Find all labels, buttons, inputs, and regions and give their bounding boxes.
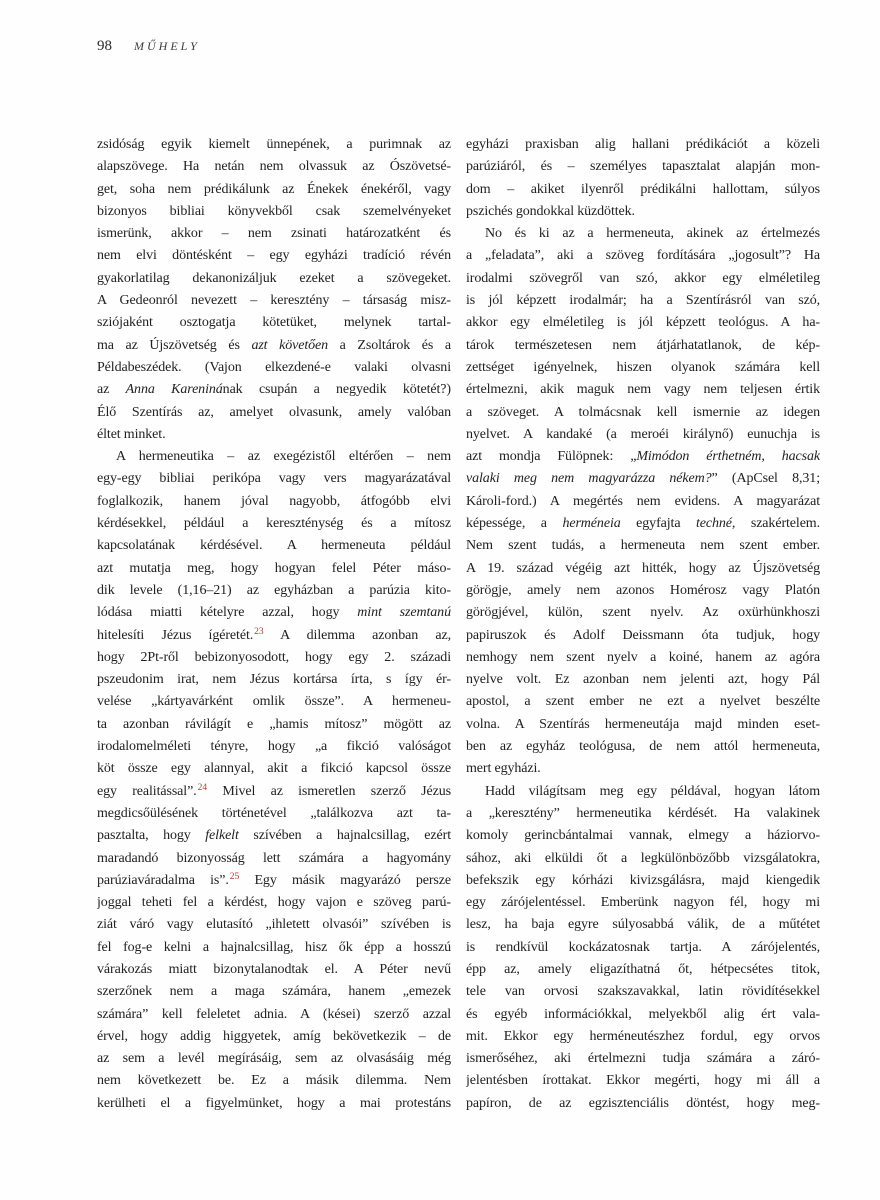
text-line: tele van orvosi szakszavakkal, latin rövidítésekkel bbox=[466, 984, 820, 1000]
text-columns bbox=[97, 134, 820, 1115]
text-line: éltet minket. bbox=[97, 426, 166, 442]
text-line: nyelve volt. Ez azonban nem jelenti azt, hogy Pál bbox=[466, 672, 820, 688]
journal-title: MŰHELY bbox=[134, 39, 200, 53]
text-line: várakozás miatt bizonytalanodtak el. A Péter nevű bbox=[97, 961, 451, 977]
text-line: komoly gerincbántalmai vannak, elmegy a háziorvo- bbox=[466, 828, 820, 844]
text-line: dom – akiket ilyenről prédikálni hallottam, súlyos bbox=[466, 181, 820, 197]
text-line: A hermeneutika – az exegézistől eltérően – nem bbox=[116, 449, 451, 465]
text-line: papiruszok és Adolf Deissmann óta tudjuk, hogy bbox=[466, 627, 820, 643]
italic-text: mint szemtanú bbox=[357, 605, 451, 621]
text-line: Nem szent tudás, a hermeneuta nem szent ember. bbox=[466, 538, 820, 554]
page-number: 98 bbox=[97, 38, 112, 54]
text-line: A 19. század végéig azt hitték, hogy az Újszövetség bbox=[466, 560, 820, 576]
italic-text: Mimódon érthetném, hacsak bbox=[636, 449, 820, 465]
text-line: egyházi praxisban alig hallani prédikációt a közeli bbox=[466, 137, 820, 152]
text-line: is rendkívül kockázatosnak tartja. A zárójelentés, bbox=[466, 939, 820, 955]
text-line: is jól képzett irodalmár; ha a Szentírásról van szó, bbox=[466, 293, 820, 309]
text-line: parúziáról, és – személyes tapasztalat alapján mon- bbox=[466, 159, 820, 175]
text-line: valaki meg nem magyarázza nékem?” (ApCsel 8,31; bbox=[466, 471, 820, 487]
text-line: azt mondja Fülöpnek: „Mimódon érthetném, hacsak bbox=[466, 449, 820, 465]
text-line: görögje, amely nem azonos Homérosz vagy Platón bbox=[466, 582, 820, 598]
text-line: sához, aki elküldi őt a legkülönbözőbb vizsgálatokra, bbox=[466, 850, 820, 866]
text-line: papíron, de az egzisztenciális döntést, hogy meg- bbox=[466, 1095, 820, 1111]
text-line: Károli-ford.) A megértés nem evidens. A magyarázat bbox=[466, 493, 820, 509]
text-line: pszichés gondokkal küzdöttek. bbox=[466, 203, 635, 219]
text-line: épp az, amely eligazíthatná őt, hétpecsétes titok, bbox=[466, 961, 820, 977]
text-line: számára” kell feleletet adnia. A (kései) szerző azzal bbox=[97, 1006, 451, 1022]
text-line: szerzőnek nem a maga számára, hanem „emezek bbox=[97, 984, 451, 1000]
text-line: az Anna Kareninának csupán a negyedik kötetét?) bbox=[97, 382, 451, 398]
text-line: alapszövege. Ha netán nem olvassuk az Ószövetsé- bbox=[97, 159, 451, 175]
text-line: ismerőséhez, aki értelmezni tudja számára a záró- bbox=[466, 1051, 820, 1067]
text-line: nem elvi döntésként – egy egyházi tradíció révén bbox=[97, 248, 451, 264]
text-line: parúziaváradalma is”.$^{25}$ Egy másik magyarázó persze bbox=[97, 871, 451, 888]
text-line: akkor egy elméletileg is jól képzett teológus. A ha- bbox=[466, 315, 820, 331]
footnote-marker: 24 bbox=[197, 782, 208, 793]
text-line: ziát váró vagy elutasító „ihletett olvasói” szívében is bbox=[97, 917, 451, 933]
left-column bbox=[97, 134, 451, 1115]
text-line: ma az Újszövetség és azt követően a Zsoltárok és a bbox=[97, 337, 451, 353]
text-line: és egyéb információkkal, melyekből alig ért vala- bbox=[466, 1006, 820, 1022]
text-line: Példabeszédek. (Vajon elkezdené-e valaki olvasni bbox=[97, 359, 451, 375]
italic-text: Anna Kareniná bbox=[125, 382, 223, 398]
text-line: dik levele (1,16–21) az egyházban a parúzia kito- bbox=[97, 582, 451, 598]
text-line: pszeudonim irat, nem Jézus kortársa írta, s így ér- bbox=[97, 672, 451, 688]
footnote-marker: 23 bbox=[254, 626, 264, 637]
text-line: irodalomelméleti tényre, hogy „a fikció valóságot bbox=[97, 739, 451, 755]
text-line: nemhogy nem szent nyelv a koiné, hanem az agóra bbox=[466, 649, 820, 665]
text-line: volna. A Szentírás hermeneutája majd minden eset- bbox=[466, 716, 820, 732]
text-line: nem következett be. Ez a másik dilemma. Nem bbox=[97, 1073, 451, 1089]
text-line: jelentésben írottakat. Ekkor megérti, hogy mi áll a bbox=[466, 1073, 820, 1089]
text-line: velése „kártyavárként omlik össze”. A hermeneu- bbox=[97, 694, 451, 710]
text-line: nyelvet. A kandaké (a meroéi királynő) eunuchja is bbox=[466, 426, 820, 442]
text-line: egy-egy bibliai perikópa vagy vers magyarázatával bbox=[97, 471, 451, 487]
text-line: joggal teheti fel a kérdést, hogy vajon e szöveg parú- bbox=[97, 895, 451, 911]
text-line: egy zárójelentéssel. Emberünk nagyon fél, hogy mi bbox=[466, 895, 820, 911]
italic-text: felkelt bbox=[205, 828, 239, 844]
text-line: kerülheti el a figyelmünket, hogy a mai protestáns bbox=[97, 1095, 451, 1111]
text-line: get, soha nem prédikálunk az Énekek énekéről, vagy bbox=[97, 181, 451, 197]
text-line: bizonyos bibliai könyvekből csak szemelvényeket bbox=[97, 203, 451, 219]
text-line: ismerünk, akkor – nem zsinati határozatként és bbox=[97, 226, 451, 242]
text-line: a „keresztény” hermeneutika kérdését. Ha valakinek bbox=[466, 805, 820, 821]
text-line: Hadd világítsam meg egy példával, hogyan látom bbox=[485, 783, 820, 799]
text-line: Élő Szentírás az, amelyet olvasunk, amely valóban bbox=[97, 404, 451, 420]
text-line: maradandó bizonyosság lett számára a hagyomány bbox=[97, 850, 451, 866]
text-line: ben az egyház teológusa, de nem attól hermeneuta, bbox=[466, 739, 820, 755]
text-line: érvel, hogy addig higgyetek, amíg bekövetkezik – de bbox=[97, 1028, 451, 1044]
italic-text: techné bbox=[695, 516, 732, 532]
italic-text: valaki meg nem magyarázza nékem? bbox=[466, 471, 712, 487]
text-line: foglalkozik, hanem jóval nagyobb, átfogóbb elvi bbox=[97, 493, 451, 509]
text-line: kérdésekkel, például a kereszténység és a mítosz bbox=[97, 516, 451, 532]
text-line: mert egyházi. bbox=[466, 761, 541, 777]
text-line: megdicsőülésének történetével „találkozva azt ta- bbox=[97, 805, 451, 821]
text-line: az sem a levél megírásáig, sem az olvasásáig még bbox=[97, 1051, 451, 1067]
text-line: lesz, ha baja egyre súlyosabbá válik, de a műtétet bbox=[466, 917, 820, 933]
text-line: pasztalta, hogy felkelt szívében a hajnalcsillag, ezért bbox=[97, 828, 451, 844]
italic-text: azt követően bbox=[251, 337, 329, 353]
text-line: hitelesíti Jézus ígéretét.$^{23}$ A dilemma azonban az, bbox=[97, 626, 451, 643]
text-line: a „feladata”, aki a szöveg fordítására „jogosult”? Ha bbox=[466, 248, 820, 264]
text-line: fel fog-e kelni a hajnalcsillag, hisz ők épp a hosszú bbox=[97, 939, 451, 955]
page-header bbox=[97, 38, 200, 55]
text-line: zsidóság egyik kiemelt ünnepének, a purimnak az bbox=[97, 137, 451, 152]
text-line: gyakorlatilag dekanonizáljuk ezeket a szövegeket. bbox=[97, 270, 451, 286]
text-line: értelmezni, akik maguk nem vagy nem teljesen értik bbox=[466, 382, 820, 398]
text-line: irodalmi szövegről van szó, akkor egy elméletileg bbox=[466, 270, 820, 286]
text-line: apostol, a szent ember ne ezt a nyelvet beszélte bbox=[466, 694, 820, 710]
text-line: köt össze egy alannyal, akit a fikció kapcsol össze bbox=[97, 761, 451, 777]
text-line: képessége, a herméneia egyfajta techné, szakértelem. bbox=[466, 516, 820, 532]
text-line: ta azonban rávilágít e „hamis mítosz” mögött az bbox=[97, 716, 451, 732]
italic-text: herméneia bbox=[562, 516, 621, 532]
text-line: zettséget igényelnek, hiszen olyanok számára kell bbox=[466, 359, 820, 375]
right-column bbox=[466, 134, 820, 1115]
text-line: hogy 2Pt-ről bebizonyosodott, hogy egy 2. századi bbox=[97, 649, 451, 665]
text-line: A Gedeonról nevezett – keresztény – társaság misz- bbox=[97, 293, 451, 309]
text-line: egy realitással”.$^{24}$ Mivel az ismeretlen szerző Jézus bbox=[97, 782, 451, 799]
footnote-marker: 25 bbox=[229, 871, 240, 882]
text-line: mit. Ekkor egy herméneutészhez fordul, egy orvos bbox=[466, 1028, 820, 1044]
text-line: kapcsolatának kérdésével. A hermeneuta például bbox=[97, 538, 451, 554]
text-line: sziójaként osztogatja kötetüket, melynek tartal- bbox=[97, 315, 451, 331]
text-line: befekszik egy kórházi kivizsgálásra, majd kiengedik bbox=[466, 872, 820, 888]
text-line: No és ki az a hermeneuta, akinek az értelmezés bbox=[485, 226, 820, 242]
text-line: lódása miatti kételyre azzal, hogy mint szemtanú bbox=[97, 605, 451, 621]
text-line: görögjével, külön, szent nyelv. Az oxürhünkhoszi bbox=[466, 605, 820, 621]
text-line: tárok természetesen nem átjárhatatlanok, de kép- bbox=[466, 337, 820, 353]
text-line: azt mutatja meg, hogy hogyan felel Péter máso- bbox=[97, 560, 451, 576]
text-line: a szöveget. A tolmácsnak kell ismernie az idegen bbox=[466, 404, 820, 420]
